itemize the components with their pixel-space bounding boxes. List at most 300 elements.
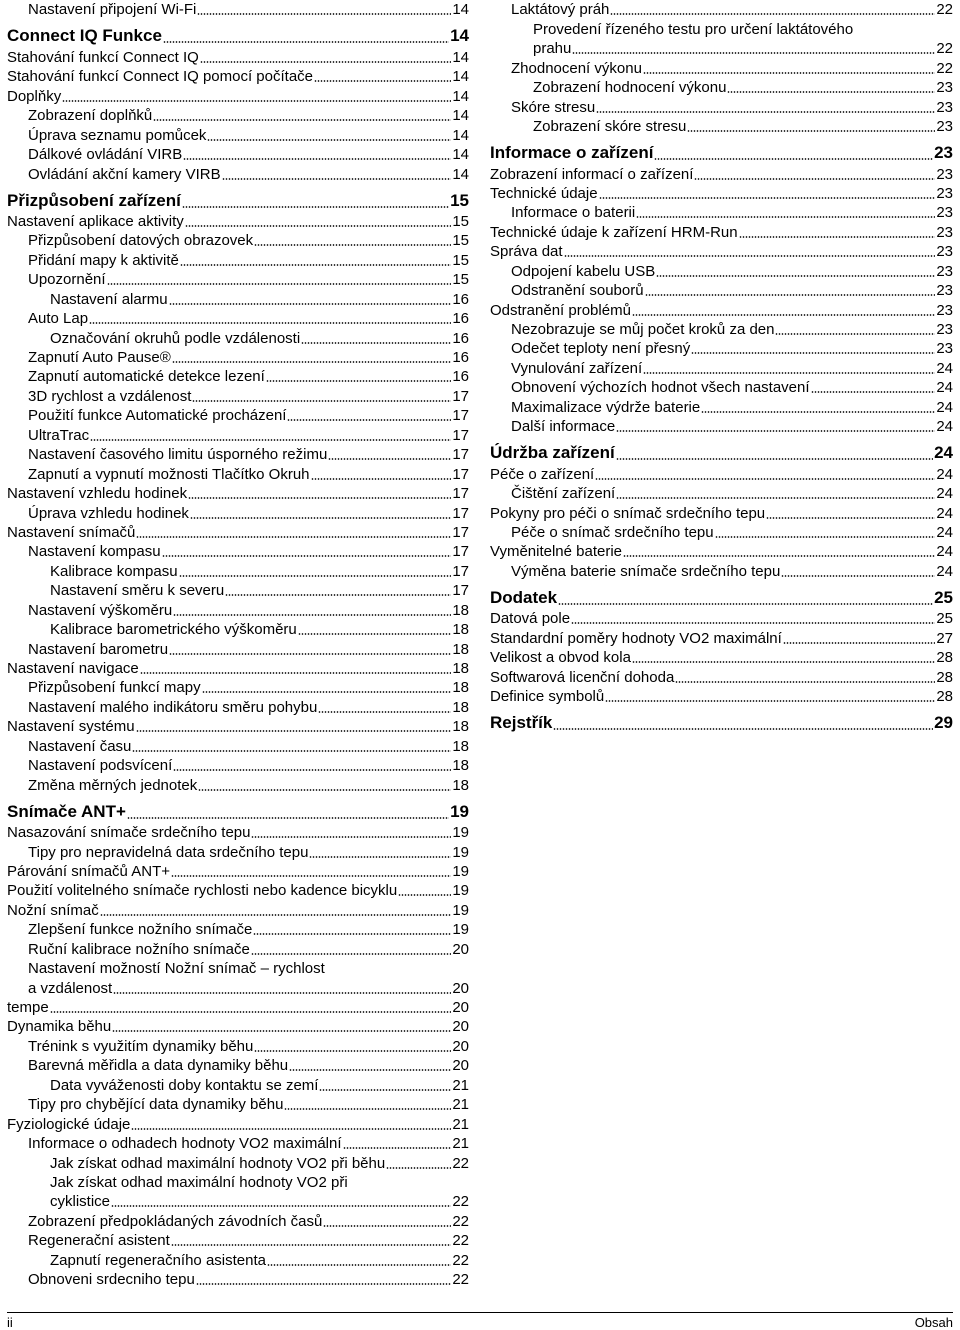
toc-entry[interactable] [7, 756, 469, 775]
toc-entry-page: 14 [452, 107, 469, 125]
dot-leader [131, 1128, 451, 1130]
toc-section-heading[interactable] [7, 799, 469, 823]
toc-entry-page: 23 [936, 262, 953, 280]
toc-entry[interactable] [7, 697, 469, 716]
dot-leader [251, 836, 451, 838]
toc-entry[interactable] [7, 1270, 469, 1289]
toc-entry[interactable] [7, 47, 469, 66]
toc-entry[interactable] [7, 1134, 469, 1153]
toc-entry[interactable] [490, 117, 953, 136]
toc-entry-title: Zobrazení hodnocení výkonu [533, 79, 727, 97]
toc-entry-page: 24 [936, 485, 953, 503]
toc-entry-title: Nezobrazuje se můj počet kroků za den [511, 321, 775, 338]
toc-entry[interactable] [490, 417, 953, 436]
toc-entry-page: 16 [452, 368, 469, 386]
toc-entry-page: 19 [450, 801, 469, 821]
toc-entry-page: 15 [452, 251, 469, 269]
toc-entry-page: 19 [452, 862, 469, 880]
toc-entry-title: Velikost a obvod kola [490, 649, 631, 667]
toc-entry[interactable] [490, 222, 953, 241]
toc-entry[interactable] [7, 164, 469, 183]
toc-entry-title: a vzdálenost [28, 979, 113, 997]
toc-entry-page: 28 [936, 668, 953, 686]
toc-entry[interactable] [490, 58, 953, 77]
toc-entry-title: Nastavení barometru [28, 640, 169, 658]
dot-leader [571, 622, 935, 624]
toc-entry[interactable] [7, 348, 469, 367]
toc-entry-page: 20 [452, 1018, 469, 1036]
toc-entry-title: Regenerační asistent [28, 1232, 170, 1250]
toc-entry-title: Connect IQ Funkce [7, 26, 162, 46]
toc-entry-page: 24 [934, 443, 953, 463]
toc-entry[interactable] [7, 620, 469, 639]
toc-entry-title: Informace o baterii [511, 204, 636, 222]
toc-entry-page: 25 [934, 587, 953, 607]
dot-leader [727, 91, 935, 93]
dot-leader [687, 130, 935, 132]
toc-entry-page: 17 [452, 387, 469, 405]
toc-entry-page: 18 [452, 621, 469, 639]
toc-entry-title: Ovládání akční kamery VIRB [28, 165, 221, 183]
toc-entry-title: Zobrazení informací o zařízení [490, 165, 694, 183]
toc-entry[interactable] [7, 1036, 469, 1055]
toc-entry[interactable] [7, 678, 469, 697]
toc-entry-title: Nastavení časového limitu úsporného režimu [28, 446, 328, 464]
toc-entry[interactable] [7, 920, 469, 939]
toc-entry-title: Zobrazení doplňků [28, 107, 153, 125]
toc-entry[interactable] [490, 648, 953, 667]
dot-leader [169, 303, 452, 305]
toc-entry-title: Zobrazení skóre stresu [533, 118, 687, 136]
toc-entry[interactable] [7, 328, 469, 347]
toc-entry-page: 17 [452, 446, 469, 464]
toc-entry-title: Nastavení připojení Wi-Fi [28, 1, 197, 19]
toc-entry[interactable] [7, 250, 469, 269]
toc-entry[interactable] [490, 281, 953, 300]
toc-entry-title: Použití volitelného snímače rychlosti nebo kadence bicyklu [7, 882, 398, 900]
dot-leader [200, 61, 452, 63]
dot-leader [267, 1264, 451, 1266]
toc-entry-page: 21 [452, 1076, 469, 1094]
toc-entry-page: 22 [936, 59, 953, 77]
toc-entry-page: 18 [452, 601, 469, 619]
toc-entry-page: 16 [452, 290, 469, 308]
dot-leader [173, 614, 451, 616]
dot-leader [132, 750, 451, 752]
toc-section-heading[interactable] [490, 440, 953, 464]
toc-entry-title: Čištění zařízení [511, 485, 616, 503]
toc-entry[interactable] [7, 736, 469, 755]
toc-entry[interactable] [7, 289, 469, 308]
toc-entry-title: Informace o odhadech hodnoty VO2 maximální [28, 1135, 342, 1153]
toc-entry-title: Softwarová licenční dohoda [490, 668, 675, 686]
toc-entry[interactable] [7, 775, 469, 794]
dot-leader [153, 119, 451, 121]
toc-entry-page: 24 [936, 504, 953, 522]
toc-entry-page: 15 [452, 212, 469, 230]
toc-entry[interactable] [490, 39, 953, 58]
toc-entry-title: Údržba zařízení [490, 443, 615, 463]
toc-entry-page: 16 [452, 329, 469, 347]
dot-leader [632, 661, 935, 663]
toc-entry[interactable] [7, 1056, 469, 1075]
toc-entry-title: Dynamika běhu [7, 1018, 112, 1036]
toc-section-heading[interactable] [490, 585, 953, 609]
toc-entry-title: Maximalizace výdrže baterie [511, 398, 701, 416]
page-footer [7, 1312, 953, 1330]
toc-entry-title: Nastavení vzhledu hodinek [7, 485, 188, 503]
dot-leader [111, 1205, 451, 1207]
toc-entry-title: Zobrazení předpokládaných závodních časů [28, 1212, 323, 1230]
toc-entry[interactable] [490, 523, 953, 542]
toc-entry-page: 19 [452, 824, 469, 842]
toc-entry-title: Použití funkce Automatické procházení [28, 407, 287, 425]
toc-entry[interactable] [7, 1231, 469, 1250]
toc-entry-title: Přizpůsobení datových obrazovek [28, 232, 254, 250]
toc-entry-page: 24 [936, 562, 953, 580]
toc-entry[interactable] [7, 484, 469, 503]
toc-entry[interactable] [7, 978, 469, 997]
toc-entry[interactable] [7, 309, 469, 328]
toc-entry-title: Rejstřík [490, 713, 553, 732]
dot-leader [169, 653, 451, 655]
toc-entry-title: Nastavení směru k severu [50, 582, 225, 600]
toc-entry[interactable] [490, 184, 953, 203]
toc-entry-page: 17 [452, 426, 469, 444]
toc-entry-title: Kalibrace kompasu [50, 562, 178, 580]
toc-entry-title: Laktátový práh [511, 1, 610, 19]
toc-entry[interactable] [7, 445, 469, 464]
dot-leader [781, 575, 935, 577]
dot-leader [558, 603, 933, 605]
toc-entry-page: 14 [452, 68, 469, 86]
toc-entry[interactable] [490, 464, 953, 483]
toc-section-heading[interactable] [7, 23, 469, 47]
dot-leader [112, 1030, 451, 1032]
toc-entry-page: 24 [936, 465, 953, 483]
toc-entry[interactable] [490, 484, 953, 503]
toc-entry[interactable] [490, 339, 953, 358]
toc-entry[interactable] [7, 106, 469, 125]
dot-leader [643, 72, 935, 74]
toc-entry-page: 14 [452, 146, 469, 164]
toc-entry-page: 17 [452, 504, 469, 522]
toc-entry[interactable] [490, 378, 953, 397]
toc-entry[interactable] [490, 687, 953, 706]
toc-entry[interactable] [7, 1095, 469, 1114]
toc-entry-title: 3D rychlost a vzdálenost [28, 387, 192, 405]
toc-entry-page: 18 [452, 757, 469, 775]
toc-entry-title: Vynulování zařízení [511, 359, 643, 377]
toc-entry-page: 14 [452, 1, 469, 19]
toc-entry-page: 23 [936, 321, 953, 338]
toc-entry[interactable] [7, 425, 469, 444]
toc-entry[interactable] [7, 939, 469, 958]
toc-entry[interactable] [490, 203, 953, 222]
toc-entry[interactable] [7, 561, 469, 580]
toc-entry-page: 28 [936, 649, 953, 667]
dot-leader [319, 1089, 451, 1091]
toc-entry[interactable] [7, 1075, 469, 1094]
dot-leader [196, 1283, 452, 1285]
toc-entry-page: 18 [452, 698, 469, 716]
toc-entry-page: 18 [452, 640, 469, 658]
toc-entry[interactable] [490, 97, 953, 116]
toc-entry[interactable] [7, 998, 469, 1017]
toc-entry-page: 29 [934, 713, 953, 732]
dot-leader [90, 439, 451, 441]
dot-leader [254, 244, 451, 246]
toc-entry[interactable] [7, 881, 469, 900]
toc-entry[interactable] [7, 125, 469, 144]
toc-entry[interactable] [7, 1250, 469, 1269]
dot-leader [645, 294, 936, 296]
toc-entry[interactable] [7, 600, 469, 619]
toc-entry[interactable] [490, 358, 953, 377]
toc-section-heading[interactable] [490, 710, 953, 734]
dot-leader [398, 894, 451, 896]
toc-entry-page: 17 [452, 523, 469, 541]
toc-entry-title: Párování snímačů ANT+ [7, 862, 170, 880]
dot-leader [318, 711, 451, 713]
toc-entry-title: Tipy pro chybějící data dynamiky běhu [28, 1096, 284, 1114]
toc-entry-title: Nastavení aplikace aktivity [7, 212, 184, 230]
toc-entry[interactable] [7, 0, 469, 19]
toc-entry-page: 15 [452, 232, 469, 250]
toc-entry[interactable] [7, 659, 469, 678]
toc-entry[interactable] [490, 628, 953, 647]
dot-leader [386, 1167, 451, 1169]
toc-entry-page: 22 [452, 1271, 469, 1289]
dot-leader [251, 953, 452, 955]
toc-entry[interactable] [490, 542, 953, 561]
dot-leader [180, 264, 451, 266]
toc-entry-page: 19 [452, 921, 469, 939]
toc-entry[interactable] [7, 270, 469, 289]
toc-entry-page: 24 [936, 379, 953, 397]
toc-entry[interactable] [7, 67, 469, 86]
toc-entry-page: 23 [936, 118, 953, 136]
toc-entry[interactable] [7, 1114, 469, 1133]
dot-leader [739, 236, 936, 238]
toc-entry-page: 21 [452, 1096, 469, 1114]
dot-leader [188, 497, 451, 499]
toc-entry[interactable] [7, 823, 469, 842]
toc-entry-page: 17 [452, 465, 469, 483]
toc-entry[interactable] [490, 503, 953, 522]
toc-entry[interactable] [490, 300, 953, 319]
dot-leader [596, 111, 935, 113]
toc-entry[interactable] [7, 1211, 469, 1230]
toc-entry[interactable] [490, 19, 953, 38]
toc-entry-page: 23 [936, 282, 953, 300]
toc-entry[interactable] [7, 367, 469, 386]
toc-entry-title: Změna měrných jednotek [28, 776, 198, 794]
toc-entry-page: 22 [452, 1232, 469, 1250]
toc-entry-title: UltraTrac [28, 426, 90, 444]
dot-leader [266, 380, 452, 382]
toc-entry[interactable] [7, 862, 469, 881]
toc-entry[interactable] [7, 581, 469, 600]
dot-leader [202, 691, 452, 693]
toc-entry[interactable] [490, 397, 953, 416]
toc-entry-page: 18 [452, 737, 469, 755]
toc-entry-title: Nasazování snímače srdečního tepu [7, 824, 251, 842]
dot-leader [553, 728, 933, 730]
dot-leader [715, 536, 936, 538]
toc-entry[interactable] [7, 406, 469, 425]
toc-entry[interactable] [7, 523, 469, 542]
dot-leader [190, 517, 451, 519]
toc-entry[interactable] [7, 1017, 469, 1036]
toc-entry-page: 19 [452, 901, 469, 919]
toc-entry[interactable] [7, 231, 469, 250]
toc-entry-page: 16 [452, 310, 469, 328]
dot-leader [163, 41, 449, 43]
toc-entry-title: Nastavení výškoměru [28, 601, 173, 619]
toc-entry-title: Standardní poměry hodnoty VO2 maximální [490, 629, 782, 647]
toc-entry[interactable] [7, 842, 469, 861]
toc-entry-title: Péče o zařízení [490, 465, 595, 483]
toc-entry-title: Jak získat odhad maximální hodnoty VO2 při běhu [50, 1154, 386, 1172]
dot-leader [284, 1108, 451, 1110]
toc-entry-page: 14 [452, 165, 469, 183]
toc-entry-title: Nožní snímač [7, 901, 99, 919]
toc-entry-page: 18 [452, 679, 469, 697]
toc-entry-page: 18 [452, 660, 469, 677]
dot-leader [198, 789, 451, 791]
dot-leader [343, 1147, 452, 1149]
toc-entry[interactable] [7, 1192, 469, 1211]
toc-entry[interactable] [7, 1173, 469, 1192]
toc-entry[interactable] [490, 320, 953, 339]
toc-entry[interactable] [7, 639, 469, 658]
toc-entry-title: Zhodnocení výkonu [511, 59, 642, 77]
toc-entry-page: 14 [452, 126, 469, 144]
toc-entry[interactable] [7, 145, 469, 164]
dot-leader [595, 478, 935, 480]
toc-entry-title: Nastavení malého indikátoru směru pohybu [28, 698, 318, 716]
toc-entry[interactable] [7, 86, 469, 105]
toc-entry[interactable] [7, 717, 469, 736]
toc-entry-title: Dálkové ovládání VIRB [28, 146, 183, 164]
toc-entry[interactable] [490, 609, 953, 628]
toc-entry-title: Péče o snímač srdečního tepu [511, 523, 714, 541]
toc-entry-title: Obnovení výchozích hodnot všech nastavení [511, 379, 810, 397]
toc-entry-page: 23 [936, 165, 953, 183]
dot-leader [605, 700, 935, 702]
toc-entry-title: Odečet teploty není přesný [511, 340, 691, 358]
dot-leader [254, 1050, 451, 1052]
toc-entry[interactable] [7, 386, 469, 405]
toc-entry-page: 17 [452, 485, 469, 503]
toc-entry[interactable] [7, 503, 469, 522]
toc-entry-title: Skóre stresu [511, 98, 596, 116]
toc-section-heading[interactable] [490, 140, 953, 164]
dot-leader [314, 80, 451, 82]
toc-entry-page: 27 [936, 629, 953, 647]
toc-entry-title: Stahování funkcí Connect IQ [7, 48, 199, 66]
toc-entry-title: Odstranění souborů [511, 282, 644, 300]
toc-entry[interactable] [490, 0, 953, 19]
toc-entry[interactable] [7, 542, 469, 561]
dot-leader [656, 275, 935, 277]
toc-entry-title: Trénink s využitím dynamiky běhu [28, 1037, 254, 1055]
toc-entry[interactable] [490, 261, 953, 280]
toc-section-heading[interactable] [7, 188, 469, 212]
toc-entry-page: 20 [452, 999, 469, 1016]
toc-entry[interactable] [7, 959, 469, 978]
dot-leader [623, 555, 935, 557]
toc-entry[interactable] [7, 1153, 469, 1172]
toc-entry[interactable] [490, 667, 953, 686]
toc-entry-title: Informace o zařízení [490, 143, 654, 163]
toc-entry-title: Nastavení systému [7, 718, 135, 736]
toc-entry-title: Přidání mapy k aktivitě [28, 251, 179, 269]
dot-leader [171, 875, 451, 877]
dot-leader [162, 555, 452, 557]
dot-leader [323, 1225, 451, 1227]
dot-leader [225, 594, 451, 596]
toc-entry-title: Nastavení času [28, 737, 132, 755]
toc-entry[interactable] [7, 464, 469, 483]
toc-entry-page: 16 [452, 349, 469, 366]
toc-entry-page: 18 [452, 776, 469, 794]
toc-entry[interactable] [7, 900, 469, 919]
dot-leader [632, 314, 935, 316]
toc-entry-title: Zapnutí automatické detekce lezení [28, 368, 265, 386]
toc-entry-page: 25 [936, 610, 953, 628]
footer-section-title: Obsah [914, 1315, 953, 1330]
toc-entry-title: Ruční kalibrace nožního snímače [28, 940, 250, 958]
dot-leader [287, 419, 451, 421]
dot-leader [183, 158, 451, 160]
toc-entry-page: 21 [452, 1115, 469, 1133]
dot-leader [136, 730, 452, 732]
toc-entry-page: 19 [452, 882, 469, 900]
toc-entry-title: Stahování funkcí Connect IQ pomocí počítače [7, 68, 314, 86]
dot-leader [599, 197, 936, 199]
toc-entry-title: Pokyny pro péči o snímač srdečního tepu [490, 504, 766, 522]
dot-leader [173, 769, 451, 771]
toc-entry[interactable] [490, 78, 953, 97]
dot-leader [616, 458, 933, 460]
toc-entry-title: Nastavení kompasu [28, 543, 161, 561]
toc-entry-title: Výměna baterie snímače srdečního tepu [511, 562, 781, 580]
dot-leader [572, 52, 935, 54]
toc-entry-title: prahu [533, 40, 572, 58]
toc-entry[interactable] [490, 164, 953, 183]
toc-entry-title: Obnoveni srdecniho tepu [28, 1271, 195, 1289]
toc-entry-page: 14 [450, 26, 469, 46]
toc-entry-page: 17 [452, 407, 469, 425]
toc-entry-title: Nastavení alarmu [50, 290, 168, 308]
toc-entry-title: Kalibrace barometrického výškoměru [50, 621, 297, 639]
toc-entry-page: 17 [452, 582, 469, 600]
toc-left-column [7, 0, 469, 1289]
toc-entry-title: Snímače ANT+ [7, 801, 126, 821]
toc-entry[interactable] [490, 561, 953, 580]
toc-entry-page: 14 [452, 48, 469, 66]
toc-entry-page: 22 [452, 1193, 469, 1211]
toc-entry[interactable] [490, 242, 953, 261]
toc-entry-page: 23 [936, 79, 953, 97]
dot-leader [564, 255, 936, 257]
toc-entry[interactable] [7, 212, 469, 231]
toc-entry-title: Jak získat odhad maximální hodnoty VO2 při [50, 1173, 348, 1191]
dot-leader [775, 333, 935, 335]
dot-leader [811, 391, 936, 393]
